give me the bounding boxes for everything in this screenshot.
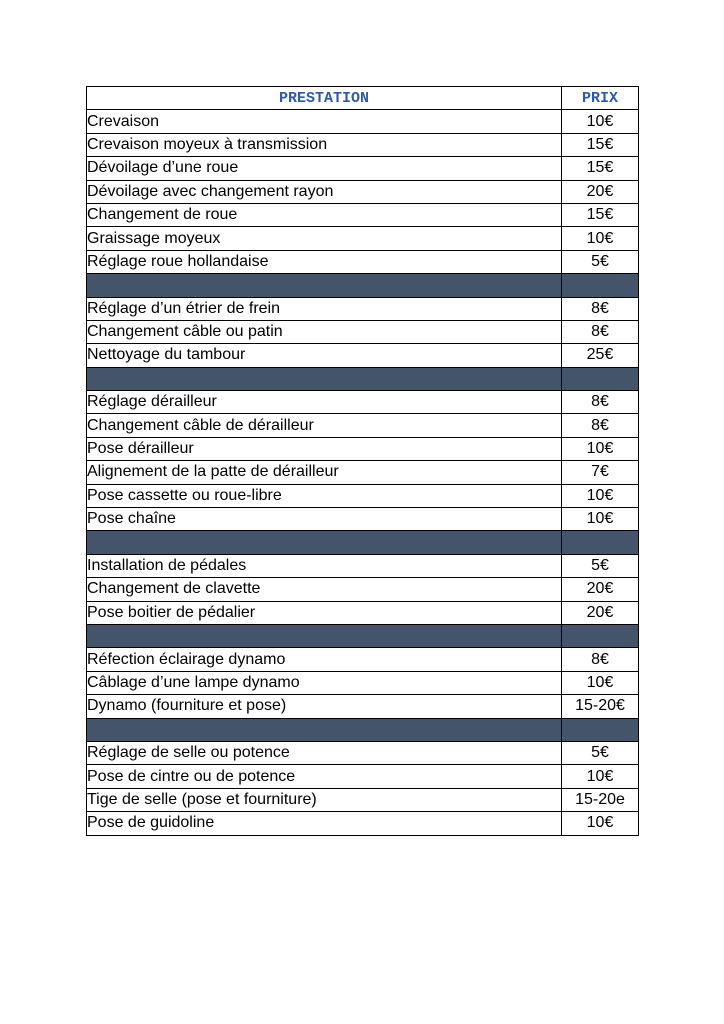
- section-separator: [87, 718, 639, 741]
- service-price: 8€: [562, 414, 639, 437]
- table-row: [87, 484, 639, 507]
- separator-cell: [87, 531, 562, 554]
- service-name: Pose dérailleur: [87, 437, 562, 460]
- separator-cell: [87, 367, 562, 390]
- service-name: Changement de roue: [87, 203, 562, 226]
- service-price: 8€: [562, 391, 639, 414]
- table-row: [87, 180, 639, 203]
- service-price: 25€: [562, 344, 639, 367]
- header-row: [87, 87, 639, 110]
- service-name: Réglage de selle ou potence: [87, 741, 562, 764]
- table-row: [87, 461, 639, 484]
- service-price: 20€: [562, 180, 639, 203]
- table-row: [87, 601, 639, 624]
- separator-cell: [87, 624, 562, 647]
- table-row: [87, 414, 639, 437]
- service-price: 5€: [562, 250, 639, 273]
- service-price: 10€: [562, 508, 639, 531]
- table-row: [87, 437, 639, 460]
- separator-cell: [87, 274, 562, 297]
- separator-cell: [562, 531, 639, 554]
- table-row: [87, 110, 639, 133]
- service-name: Réglage d’un étrier de frein: [87, 297, 562, 320]
- service-name: Dévoilage avec changement rayon: [87, 180, 562, 203]
- table-row: [87, 203, 639, 226]
- table-row: [87, 695, 639, 718]
- table-row: [87, 788, 639, 811]
- service-price: 10€: [562, 484, 639, 507]
- section-separator: [87, 367, 639, 390]
- table-row: [87, 554, 639, 577]
- separator-cell: [562, 367, 639, 390]
- service-name: Alignement de la patte de dérailleur: [87, 461, 562, 484]
- service-name: Pose de guidoline: [87, 812, 562, 835]
- table-row: [87, 157, 639, 180]
- service-price: 15-20€: [562, 695, 639, 718]
- table-row: [87, 765, 639, 788]
- separator-cell: [562, 718, 639, 741]
- table-row: [87, 671, 639, 694]
- table-row: [87, 320, 639, 343]
- price-table: [86, 86, 639, 836]
- service-price: 8€: [562, 297, 639, 320]
- service-price: 20€: [562, 601, 639, 624]
- service-price: 7€: [562, 461, 639, 484]
- service-name: Graissage moyeux: [87, 227, 562, 250]
- service-price: 10€: [562, 110, 639, 133]
- table-row: [87, 741, 639, 764]
- table-row: [87, 297, 639, 320]
- service-name: Câblage d’une lampe dynamo: [87, 671, 562, 694]
- service-name: Installation de pédales: [87, 554, 562, 577]
- table-row: [87, 578, 639, 601]
- service-name: Changement câble ou patin: [87, 320, 562, 343]
- service-name: Dévoilage d’une roue: [87, 157, 562, 180]
- service-price: 20€: [562, 578, 639, 601]
- service-name: Pose de cintre ou de potence: [87, 765, 562, 788]
- service-name: Pose chaîne: [87, 508, 562, 531]
- service-name: Réfection éclairage dynamo: [87, 648, 562, 671]
- table-row: [87, 133, 639, 156]
- service-price: 10€: [562, 765, 639, 788]
- separator-cell: [562, 624, 639, 647]
- table-row: [87, 648, 639, 671]
- separator-cell: [562, 274, 639, 297]
- service-name: Dynamo (fourniture et pose): [87, 695, 562, 718]
- service-name: Tige de selle (pose et fourniture): [87, 788, 562, 811]
- service-price: 10€: [562, 812, 639, 835]
- table-row: [87, 812, 639, 835]
- service-name: Changement câble de dérailleur: [87, 414, 562, 437]
- table-row: [87, 391, 639, 414]
- service-name: Pose cassette ou roue-libre: [87, 484, 562, 507]
- section-separator: [87, 531, 639, 554]
- separator-cell: [87, 718, 562, 741]
- service-price: 15-20e: [562, 788, 639, 811]
- service-name: Crevaison moyeux à transmission: [87, 133, 562, 156]
- table-row: [87, 508, 639, 531]
- service-price: 8€: [562, 320, 639, 343]
- section-separator: [87, 624, 639, 647]
- section-separator: [87, 274, 639, 297]
- service-price: 15€: [562, 157, 639, 180]
- service-price: 10€: [562, 671, 639, 694]
- service-name: Crevaison: [87, 110, 562, 133]
- service-name: Nettoyage du tambour: [87, 344, 562, 367]
- service-price: 8€: [562, 648, 639, 671]
- table-row: [87, 250, 639, 273]
- table-row: [87, 227, 639, 250]
- table-row: [87, 344, 639, 367]
- service-name: Réglage dérailleur: [87, 391, 562, 414]
- service-price: 5€: [562, 554, 639, 577]
- service-name: Changement de clavette: [87, 578, 562, 601]
- table-body: [87, 110, 639, 835]
- service-price: 5€: [562, 741, 639, 764]
- table-header: [87, 87, 639, 110]
- service-price: 15€: [562, 133, 639, 156]
- service-name: Réglage roue hollandaise: [87, 250, 562, 273]
- service-price: 10€: [562, 437, 639, 460]
- service-name: Pose boitier de pédalier: [87, 601, 562, 624]
- service-price: 10€: [562, 227, 639, 250]
- header-prestation: PRESTATION: [87, 87, 562, 110]
- service-price: 15€: [562, 203, 639, 226]
- header-prix: PRIX: [562, 87, 639, 110]
